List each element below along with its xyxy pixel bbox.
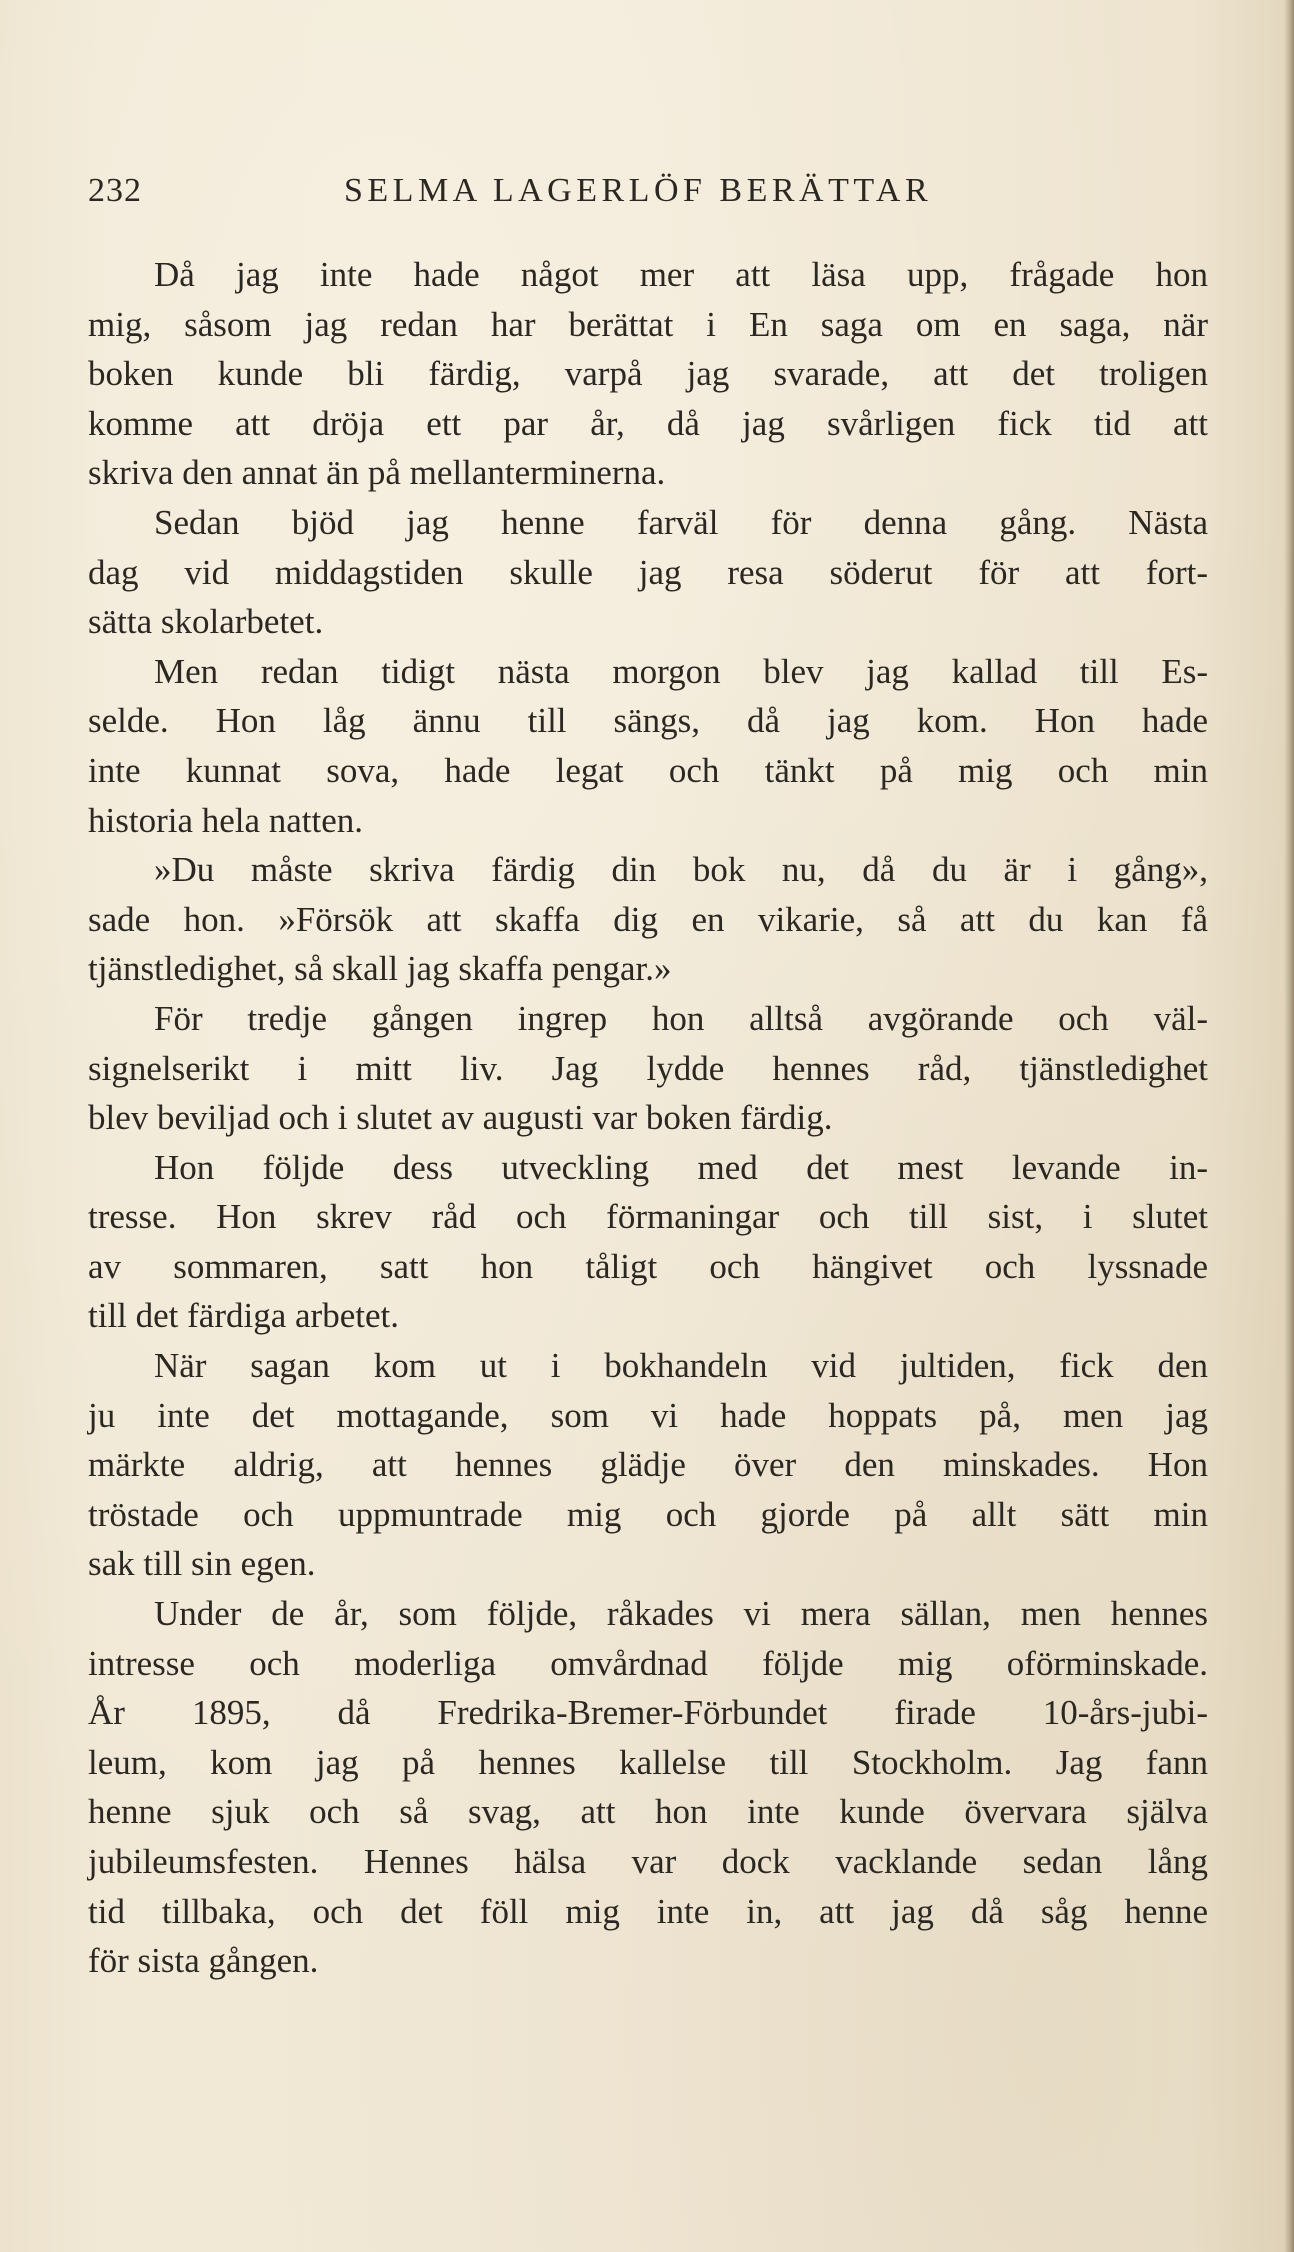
text-line: ju inte det mottagande, som vi hade hoppats på, men jag — [88, 1395, 1208, 1435]
text-line: År 1895, då Fredrika-Bremer-Förbundet firade 10-års-jubi- — [88, 1693, 1208, 1733]
text-line: signelserikt i mitt liv. Jag lydde hennes råd, tjänstledighet — [88, 1048, 1208, 1088]
running-title: SELMA LAGERLÖF BERÄTTAR — [344, 172, 933, 209]
paragraph — [88, 250, 1208, 498]
text-line: sade hon. »Försök att skaffa dig en vikarie, så att du kan få — [88, 899, 1208, 939]
text-line: Då jag inte hade något mer att läsa upp, frågade hon — [154, 255, 1208, 294]
text-line: till det färdiga arbetet. — [88, 1296, 399, 1336]
text-line: När sagan kom ut i bokhandeln vid jultiden, fick den — [154, 1346, 1208, 1386]
text-line: komme att dröja ett par år, då jag svårligen fick tid att — [88, 403, 1208, 443]
paragraph — [88, 498, 1208, 647]
text-line: inte kunnat sova, hade legat och tänkt på mig och min — [88, 750, 1208, 790]
text-line: tid tillbaka, och det föll mig inte in, att jag då såg henne — [88, 1891, 1208, 1931]
page-number: 232 — [88, 172, 142, 209]
text-line: märkte aldrig, att hennes glädje över den minskades. Hon — [88, 1445, 1208, 1485]
text-line: sätta skolarbetet. — [88, 602, 324, 642]
text-line: tröstade och uppmuntrade mig och gjorde på allt sätt min — [88, 1494, 1208, 1534]
text-line: sak till sin egen. — [88, 1544, 316, 1584]
paragraph — [88, 647, 1208, 845]
paragraph — [88, 845, 1208, 994]
text-line: Hon följde dess utveckling med det mest levande in- — [154, 1147, 1208, 1187]
paragraph — [88, 1589, 1208, 1986]
text-line: boken kunde bli färdig, varpå jag svarade, att det troligen — [88, 354, 1208, 394]
text-line: tresse. Hon skrev råd och förmaningar och till sist, i slutet — [88, 1197, 1208, 1237]
text-line: av sommaren, satt hon tåligt och hängivet och lyssnade — [88, 1246, 1208, 1286]
text-line: henne sjuk och så svag, att hon inte kunde övervara själva — [88, 1792, 1208, 1832]
text-line: dag vid middagstiden skulle jag resa söderut för att fort- — [88, 552, 1208, 592]
text-line: för sista gången. — [88, 1941, 319, 1981]
text-line: skriva den annat än på mellanterminerna. — [88, 453, 666, 493]
running-header — [88, 172, 1208, 222]
page-edge-shadow — [1284, 0, 1294, 2252]
paragraph — [88, 994, 1208, 1143]
text-line: historia hela natten. — [88, 800, 364, 840]
text-line: »Du måste skriva färdig din bok nu, då du är i gång», — [154, 850, 1208, 890]
text-line: För tredje gången ingrep hon alltså avgörande och väl- — [154, 998, 1208, 1038]
text-line: Sedan bjöd jag henne farväl för denna gång. Nästa — [154, 502, 1208, 542]
text-line: tjänstledighet, så skall jag skaffa pengar.» — [88, 949, 672, 989]
paragraph — [88, 1143, 1208, 1341]
text-line: Men redan tidigt nästa morgon blev jag kallad till Es- — [154, 651, 1208, 691]
text-line: Under de år, som följde, råkades vi mera sällan, men hennes — [154, 1594, 1208, 1634]
text-line: selde. Hon låg ännu till sängs, då jag kom. Hon hade — [88, 701, 1208, 741]
text-line: blev beviljad och i slutet av augusti var boken färdig. — [88, 1098, 833, 1138]
text-line: mig, såsom jag redan har berättat i En saga om en saga, när — [88, 304, 1208, 344]
body-text — [88, 250, 1208, 1986]
text-line: intresse och moderliga omvårdnad följde mig oförminskade. — [88, 1643, 1208, 1683]
text-line: leum, kom jag på hennes kallelse till Stockholm. Jag fann — [88, 1742, 1208, 1782]
text-line: jubileumsfesten. Hennes hälsa var dock vacklande sedan lång — [88, 1842, 1208, 1881]
paragraph — [88, 1341, 1208, 1589]
